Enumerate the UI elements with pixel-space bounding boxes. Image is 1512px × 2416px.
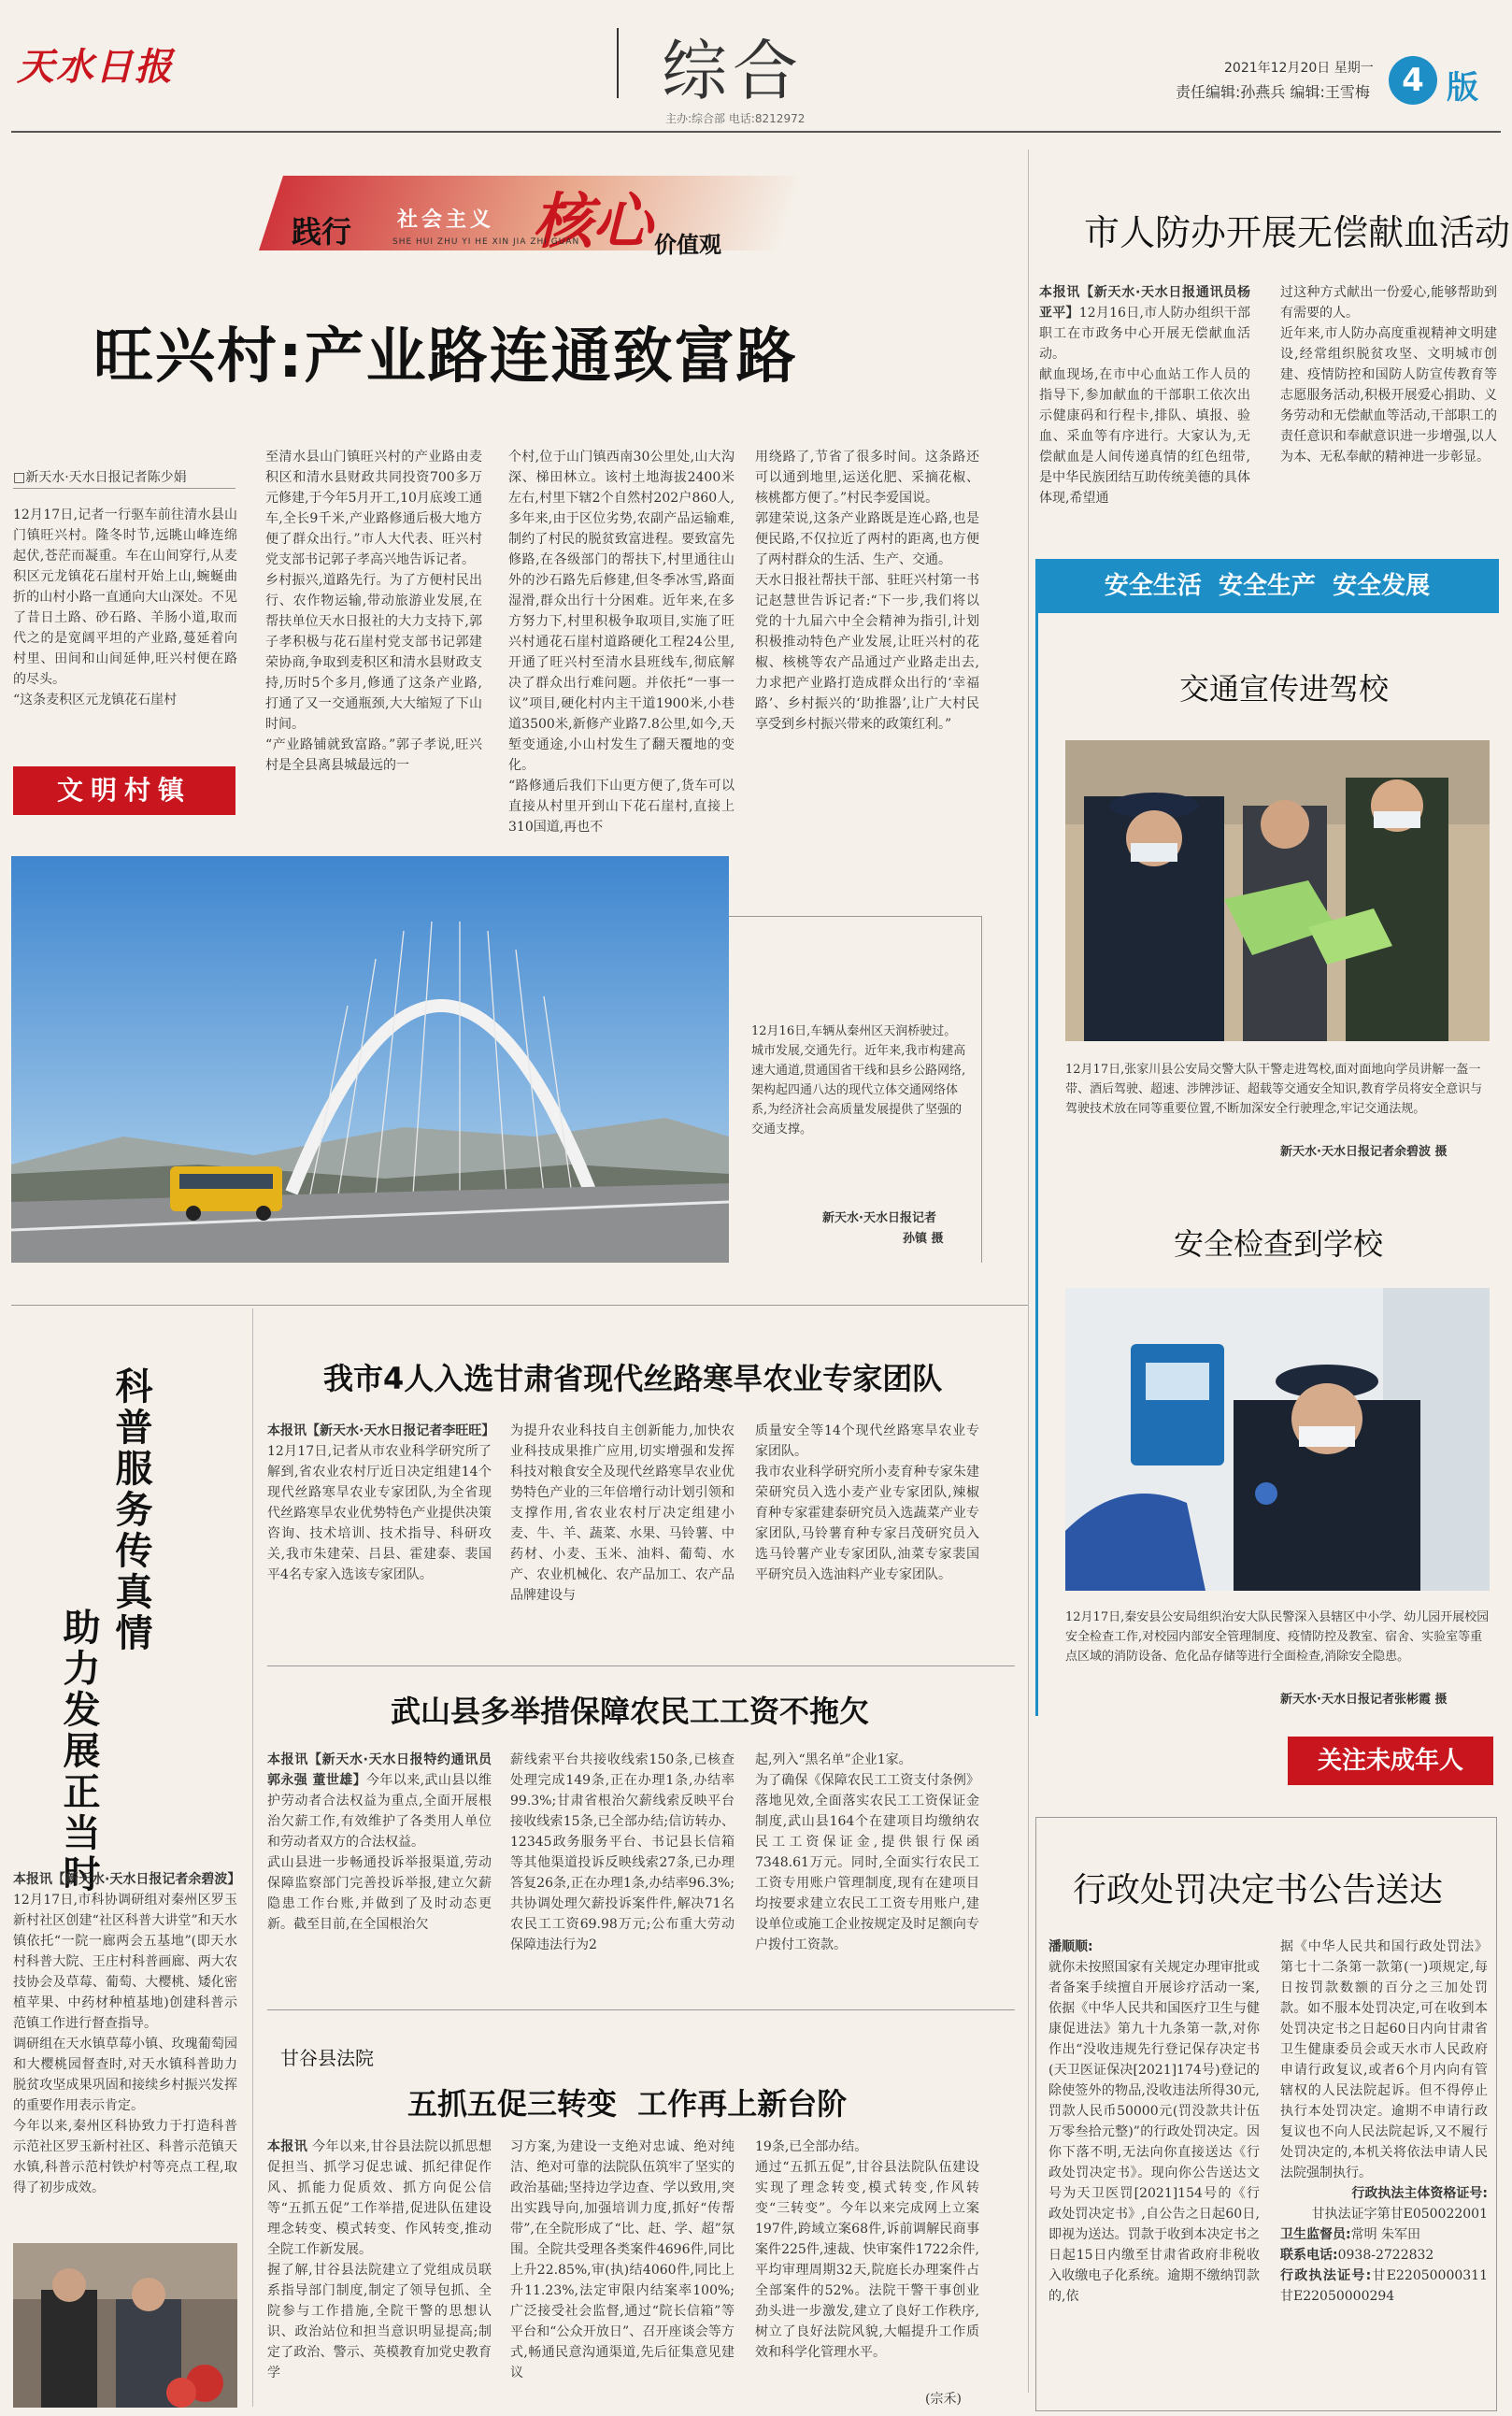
notice-col-1 xyxy=(1048,1937,1260,2404)
agri-col-1-text: 12月17日,记者从市农业科学研究所了解到,省农业农村厅近日决定组建14个现代丝路寒旱农业专家团队,为全省现代丝路寒旱农业优势特色产业提供决策咨询、技术培训、技术指导、科研攻关,我市朱建荣、吕县、霍建泰、裴国平4名专家入选该专家团队。 xyxy=(267,1444,492,1582)
court-lead: 本报讯 xyxy=(267,2139,308,2154)
notice-col-1-text: 就你未按照国家有关规定办理审批或者备案手续擅自开展诊疗活动一案,依据《中华人民共和国医疗卫生与健康促进法》第九十九条第一款,对你作出“没收违规先行登记保存决定书(天卫医证保决[2021]174号)登记的除使签外的物品,没收违法所得30元,罚款人民币50000元(罚没款共计伍万零叁拾元整)”的行政处罚决定。因你下落不明,无法向你直接送达《行政处罚决定书》。现向你公告送达文号为天卫医罚[2021]154号的《行政处罚决定书》,自公告之日起60日,即视为送达。罚款于收到本决定书之日起15日内缴至甘肃省政府非税收入收缴电子化系统。逾期不缴纳罚款的,依 xyxy=(1048,1960,1260,2304)
main-col-3: 个村,位于山门镇西南30公里处,山大沟深、梯田林立。该村土地海拔2400米左右,村里下辖2个自然村202户860人,多年来,由于区位劣势,农副产品运输难,制约了村民的脱贫致富进程。要致富先修路,在各级部门的帮扶下,村里通往山外的沙石路先后修建,但冬季冰雪,路面湿滑,群众出行十分困难。近年来,在多方努力下,村里积极争取项目,实施了旺兴村通花石崖村道路硬化工程24公里,开通了旺兴村至清水县班线车,彻底解决了群众出行难问题。并依托“一事一议”项目,硬化村内主干道1900米,小巷道3500米,新修产业路7.8公里,如今,天堑变通途,小山村发生了翻天覆地的变化。 “路修通后我们下山更方便了,货车可以直接从村里开到山下花石崖村,直接上310国道,再也不 xyxy=(508,450,735,835)
blood-lead: 本报讯【新天水·天水日报通讯员杨亚平】 xyxy=(1039,285,1250,321)
school-headline: 安全检查到学校 xyxy=(1174,1226,1384,1262)
traffic-photo-art xyxy=(1065,740,1490,1041)
wage-col-1-text: 今年以来,武山县以维护劳动者合法权益为重点,全面开展根治欠薪工作,有效维护了各类用人单位和劳动者双方的合法权益。 武山县进一步畅通投诉举报渠道,劳动保障监察部门完善投诉举报,建立欠薪隐患工作台账,并做到了及时动态更新。截至目前,在全国根治欠 xyxy=(267,1773,492,1932)
newspaper-logo: 天水日报 xyxy=(17,45,174,89)
notice-license-value: 甘执法证字第甘E050022001 xyxy=(1311,2207,1488,2222)
main-byline: □新天水·天水日报记者陈少娟 xyxy=(13,470,187,485)
wage-lead: 本报讯【新天水·天水日报特约通讯员郭永强 董世雄】 xyxy=(267,1752,492,1788)
traffic-caption: 12月17日,张家川县公安局交警大队干警走进驾校,面对面地向学员讲解一盔一带、酒后驾驶、超速、涉牌涉证、超载等交通安全知识,教育学员将安全意识与驾驶技术放在同等重要位置,不断加深安全行驶理念,牢记交通法规。 xyxy=(1065,1063,1483,1116)
agri-col-2: 为提升农业科技自主创新能力,加快农业科技成果推广应用,切实增强和发挥科技对粮食安全及现代丝路寒旱农业优势特色产业的三年倍增行动计划引领和支撑作用,省农业农村厅决定组建小麦、牛、羊、蔬菜、水果、马铃薯、中药材、小麦、玉米、油料、葡萄、水产、农业机械化、农产品加工、农产品品牌建设与 xyxy=(510,1423,735,1603)
traffic-headline: 交通宣传进驾校 xyxy=(1179,671,1390,707)
agri-col-1 xyxy=(267,1421,495,1649)
values-banner xyxy=(234,166,804,262)
notice-phone: 联系电话:0938-2722832 xyxy=(1280,2248,1434,2263)
bridge-credit-2: 孙镇 摄 xyxy=(903,1232,944,1246)
court-col-2: 习方案,为建设一支绝对忠诚、绝对纯洁、绝对可靠的法院队伍筑牢了坚实的政治基础;坚持边学边查、学以致用,突出实践导向,加强培训力度,抓好“传帮带”,在全院形成了“比、赶、学、超”氛围。全院共受理各类案件4696件,同比上升22.85%,审(执)结4060件,同比上升11.23%,法定审限内结案率100%;广泛接受社会监督,通过“院长信箱”等平台和“公众开放日”、召开座谈会等方式,畅通民意沟通渠道,先后征集意见建议 xyxy=(510,2139,735,2380)
court-source: 甘谷县法院 xyxy=(280,2047,374,2069)
bridge-photo-art xyxy=(11,856,729,1263)
wage-col-1 xyxy=(267,1750,492,1994)
page-number-badge xyxy=(1389,56,1437,105)
agri-lead: 本报讯【新天水·天水日报记者李旺旺】 xyxy=(267,1423,495,1438)
bridge-caption: 12月16日,车辆从秦州区天润桥驶过。城市发展,交通先行。近年来,我市构建高速大通道,贯通国省干线和县乡公路网络,架构起四通八达的现代立体交通网络体系,为经济社会高质量发展提供了坚强的交通支撑。 xyxy=(751,1024,966,1137)
minors-tag: 关注未成年人 xyxy=(1288,1737,1493,1785)
notice-license-label: 行政执法主体资格证号: xyxy=(1351,2186,1488,2201)
notice-cert: 行政执法证号:甘E22050000311 甘E22050000294 xyxy=(1280,2268,1488,2304)
bridge-caption-box xyxy=(729,916,982,1263)
byline-rule xyxy=(13,488,235,489)
science-body: 12月17日,市科协调研组对秦州区罗玉新村社区创建“社区科普大讲堂”和天水镇依托“一院一廊两会五基地”(即天水村科普大院、王庄村科普画廊、两大农技协会及草莓、葡萄、大樱桃、矮化密植苹果、中药材种植基地)创建科普示范镇工作进行督查指导。 调研组在天水镇草莓小镇、玫瑰葡萄园和大樱桃园督查时,对天水镇科普助力脱贫攻坚成果巩固和接续乡村振兴发挥的重要作用表示肯定。 今年以来,秦州区科协致力于打造科普示范社区罗玉新村社区、科普示范镇天水镇,科普示范村铁炉村等亮点工程,取得了初步成效。 xyxy=(13,1893,237,2195)
science-photo-art xyxy=(13,2243,237,2408)
main-col-2: 至清水县山门镇旺兴村的产业路由麦积区和清水县财政共同投资700多万元修建,于今年5月开工,10月底竣工通车,全长9千米,产业路修通后极大地方便了群众出行。”市人大代表、旺兴村党支部书记郭子孝高兴地告诉记者。 乡村振兴,道路先行。为了方便村民出行、农作物运输,带动旅游业发展,在帮扶单位天水日报社的大力支持下,郭子孝积极与花石崖村党支部书记郭建荣协商,争取到麦积区和清水县财政支持,历时5个多月,修通了这条产业路,打通了又一交通瓶颈,大大缩短了下山时间。 “产业路铺就致富路。”郭子孝说,旺兴村是全县离县城最远的一 xyxy=(265,450,482,773)
science-divider xyxy=(252,1308,253,2407)
blood-col-2: 过这种方式献出一份爱心,能够帮助到有需要的人。 近年来,市人防办高度重视精神文明建设,经常组织脱贫攻坚、文明城市创建、疫情防控和国防人防宣传教育等志愿服务活动,积极开展爱心捐助、义务劳动和无偿献血等活动,干部职工的责任意识和奉献意识进一步增强,以人为本、无私奉献的精神进一步彰显。 xyxy=(1280,285,1497,465)
banner-pinyin: SHE HUI ZHU YI HE XIN JIA ZHI GUAN xyxy=(392,237,580,247)
school-photo xyxy=(1065,1288,1490,1591)
editor-line: 责任编辑:孙燕兵 编辑:王雪梅 xyxy=(1176,83,1370,101)
science-photo xyxy=(13,2243,237,2408)
village-tag: 文明村镇 xyxy=(13,766,235,815)
banner-text-big: 核心 xyxy=(533,187,652,257)
notice-addressee: 潘顺顺: xyxy=(1048,1939,1093,1954)
banner-text-1: 践行 xyxy=(292,214,352,250)
page-suffix: 版 xyxy=(1447,69,1478,107)
wage-col-2: 薪线索平台共接收线索150条,已核查处理完成149条,正在办理1条,办结率99.3%;甘肃省根治欠薪线索反映平台接收线索15条,已全部办结;信访转办、12345政务服务平台、书记县长信箱等其他渠道投诉反映线索27条,已办理答复26条,正在办理1条,办结率96.3%;共协调处理欠薪投诉案件件,解决71名农民工工资69.98万元;公布重大劳动保障违法行为2 xyxy=(510,1752,735,1952)
agri-headline: 我市4人入选甘肃省现代丝路寒旱农业专家团队 xyxy=(323,1361,943,1396)
court-signature: (宗禾) xyxy=(925,2392,962,2407)
section-title: 综合 xyxy=(662,33,804,109)
agri-bottom-rule xyxy=(267,1665,1015,1666)
court-col-1 xyxy=(267,2137,492,2409)
masthead xyxy=(0,0,1512,125)
traffic-photo xyxy=(1065,740,1490,1041)
main-col-1: 12月17日,记者一行驱车前往清水县山门镇旺兴村。隆冬时节,远眺山峰连绵起伏,苍茫而凝重。车在山间穿行,从麦积区元龙镇花石崖村开始上山,蜿蜒曲折的山村小路一直通向大山深处。不见了昔日土路、砂石路、羊肠小道,取而代之的是宽阔平坦的产业路,蔓延着向村里、田间和山间延伸,旺兴村便在路的尽头。 “这条麦积区元龙镇花石崖村 xyxy=(13,508,237,708)
masthead-rule xyxy=(11,131,1501,133)
main-col-4: 用绕路了,节省了很多时间。这条路还可以通到地里,运送化肥、采摘花椒、核桃都方便了。”村民李爱国说。 郭建荣说,这条产业路既是连心路,也是便民路,不仅拉近了两村的距离,也方便了两村群众的生活、生产、交通。 天水日报社帮扶干部、驻旺兴村第一书记赵慧世告诉记者:“下一步,我们将以党的十九届六中全会精神为指引,计划积极推动特色产业发展,让旺兴村的花椒、核桃等农产品通过产业路走出去,力求把产业路打造成群众出行的‘幸福路’、乡村振兴的‘助推器’,让广大村民享受到乡村振兴带来的政策红利。” xyxy=(755,450,979,732)
sponsor-line: 主办:综合部 电话:8212972 xyxy=(665,112,806,125)
main-headline: 旺兴村:产业路连通致富路 xyxy=(93,322,798,392)
vertical-headline-2: 助力发展正当时 xyxy=(57,1608,100,1895)
school-photo-art xyxy=(1065,1288,1490,1591)
date-line: 2021年12月20日 星期一 xyxy=(1224,61,1374,76)
wage-headline: 武山县多举措保障农民工工资不拖欠 xyxy=(391,1694,870,1729)
court-col-1-text: 今年以来,甘谷县法院以抓思想促担当、抓学习促忠诚、抓纪律促作风、抓能力促质效、抓方向促公信等“五抓五促”工作举措,促进队伍建设理念转变、模式转变、作风转变,推动全院工作新发展。 握了解,甘谷县法院建立了党组成员联系指导部门制度,制定了领导包抓、全院参与工作措施,全院干警的思想认识、政治站位和担当意识明显提高;制定了政治、警示、英模教育加党史教育学 xyxy=(267,2139,492,2380)
page-number: 4 xyxy=(1402,62,1424,99)
notice-col-2 xyxy=(1280,1937,1488,2404)
wage-bottom-rule xyxy=(267,2009,1015,2010)
traffic-credit: 新天水·天水日报记者余碧波 摄 xyxy=(1280,1145,1448,1159)
science-text xyxy=(13,1869,241,2247)
blood-col-1-text: 12月16日,市人防办组织干部职工在市政务中心开展无偿献血活动。 献血现场,在市中心血站工作人员的指导下,参加献血的干部职工依次出示健康码和行程卡,排队、填报、验血、采血等有序进行。大家认为,无偿献血是人间传递真情的红色纽带,是中华民族团结互助传统美德的具体体现,希望通 xyxy=(1039,306,1250,506)
court-col-3: 19条,已全部办结。 通过“五抓五促”,甘谷县法院队伍建设实现了理念转变,模式转变,作风转变“三转变”。今年以来完成网上立案197件,跨域立案68件,诉前调解民商事案件225件,速裁、快审案件1722余件,平均审理周期32天,院庭长办理案件占全部案件的52%。法院干警干事创业劲头进一步激发,建立了良好工作秩序,树立了良好法院风貌,大幅提升工作质效和科学化管理水平。 xyxy=(755,2139,979,2360)
blood-col-1 xyxy=(1039,282,1250,525)
bridge-photo xyxy=(11,856,729,1263)
school-caption: 12月17日,秦安县公安局组织治安大队民警深入县辖区中小学、幼儿园开展校园安全检查工作,对校园内部安全管理制度、疫情防控及教室、宿舍、实验室等重点区域的消防设备、危化品存储等进行全面检查,消除安全隐患。 xyxy=(1065,1610,1490,1664)
wage-col-3: 起,列入“黑名单”企业1家。 为了确保《保障农民工工资支付条例》落地见效,全面落实农民工工资保证金制度,武山县164个在建项目均缴纳农民工工资保证金,提供银行保函7348.61万元。同时,全面实行农民工工资专用账户管理制度,现有在建项目均按要求建立农民工工资专用账户,建设单位或施工企业按规定及时足额向专户拨付工资款。 xyxy=(755,1752,979,1952)
agri-col-3: 质量安全等14个现代丝路寒旱农业专家团队。 我市农业科学研究所小麦育种专家朱建荣研究员入选小麦产业专家团队,辣椒育种专家霍建泰研究员入选蔬菜产业专家团队,马铃薯育种专家吕茂研究员入选马铃薯产业专家团队,油菜专家裴国平研究员入选油料产业专家团队。 xyxy=(755,1423,979,1582)
notice-col-2-text: 据《中华人民共和国行政处罚法》第七十二条第一款第(一)项规定,每日按罚款数额的百分之三加处罚款。如不服本处罚决定,可在收到本处罚决定书之日起60日内向甘肃省卫生健康委员会或天水市人民政府申请行政复议,或者6个月内向有管辖权的人民法院起诉。但不得停止执行本处罚决定。逾期不申请行政复议也不向人民法院起诉,又不履行处罚决定的,本机关将依法申请人民法院强制执行。 xyxy=(1280,1939,1488,2180)
science-lead: 本报讯【新天水·天水日报记者余碧波】 xyxy=(13,1872,241,1887)
school-credit: 新天水·天水日报记者张彬霞 摄 xyxy=(1280,1693,1448,1707)
masthead-divider xyxy=(617,28,619,98)
col-divider-main xyxy=(1028,150,1029,2393)
banner-text-2: 社会主义 xyxy=(397,208,495,232)
banner-text-3: 价值观 xyxy=(654,232,721,258)
bridge-credit-1: 新天水·天水日报记者 xyxy=(822,1211,936,1225)
notice-inspector: 卫生监督员:常明 朱军田 xyxy=(1280,2227,1421,2242)
notice-headline: 行政处罚决定书公告送达 xyxy=(1073,1871,1444,1909)
safety-banner: 安全生活 安全生产 安全发展 xyxy=(1035,559,1499,613)
vertical-headline-1: 科普服务传真情 xyxy=(109,1366,152,1654)
photo-bottom-rule xyxy=(11,1305,1028,1306)
blood-headline: 市人防办开展无偿献血活动 xyxy=(1084,212,1511,253)
court-headline: 五抓五促三转变 工作再上新台阶 xyxy=(407,2086,848,2122)
